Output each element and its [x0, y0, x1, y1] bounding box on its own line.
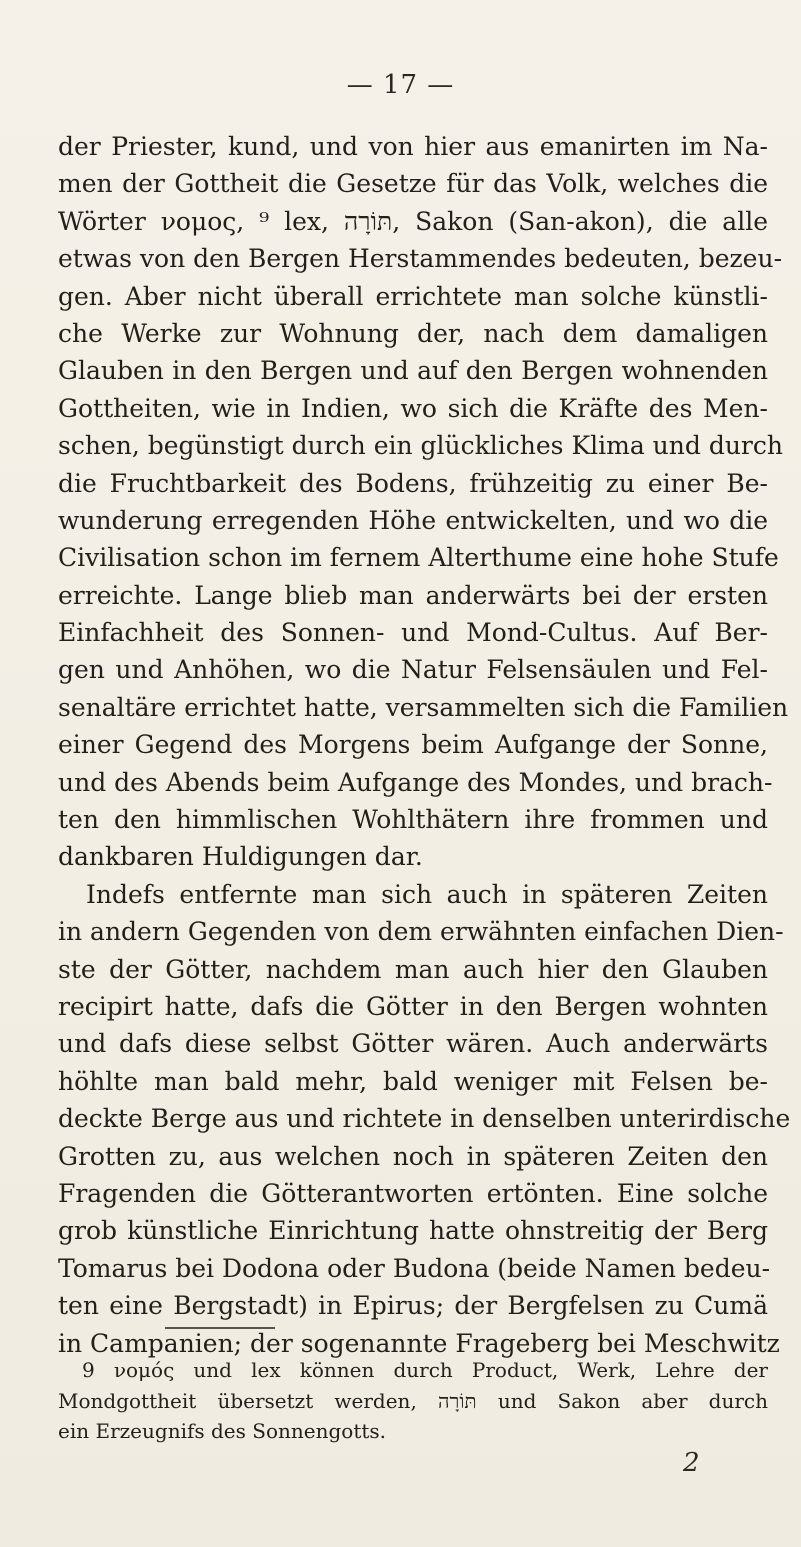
text-line: Grotten zu, aus welchen noch in späteren Zeiten den — [58, 1141, 768, 1171]
text-line: die Fruchtbarkeit des Bodens, frühzeitig zu einer Be- — [58, 468, 768, 498]
text-line: ten eine Bergstadt) in Epirus; der Bergfelsen zu Cumä — [58, 1291, 768, 1321]
text-line: einer Gegend des Morgens beim Aufgange der Sonne, — [58, 730, 768, 760]
text-line: wunderung erregenden Höhe entwickelten, und wo die — [58, 505, 768, 535]
page-number: — 17 — — [346, 70, 455, 100]
main-text — [58, 128, 791, 1362]
text-line: Civilisation schon im fernem Alterthume eine hohe Stufe — [58, 543, 779, 573]
text-line: und dafs diese selbst Götter wären. Auch anderwärts — [58, 1029, 768, 1059]
text-line: Fragenden die Götterantworten ertönten. Eine solche — [58, 1178, 768, 1208]
text-line: Glauben in den Bergen und auf den Bergen wohnenden — [58, 356, 768, 386]
footnote — [58, 1355, 768, 1447]
text-line-paragraph-end: dankbaren Huldigungen dar. — [58, 842, 423, 872]
text-line: in Campanien; der sogenannte Frageberg bei Meschwitz — [58, 1328, 780, 1358]
footnote-line: Mondgottheit übersetzt werden, תּוֹרָה und Sakon aber durch — [58, 1388, 769, 1413]
text-line: gen. Aber nicht überall errichtete man solche künstli- — [58, 281, 768, 311]
text-line: recipirt hatte, dafs die Götter in den Bergen wohnten — [58, 991, 768, 1021]
text-line: erreichte. Lange blieb man anderwärts bei der ersten — [58, 580, 768, 610]
footnote-line: ein Erzeugnifs des Sonnengotts. — [58, 1419, 387, 1443]
text-line-paragraph-start: Indefs entfernte man sich auch in späteren Zeiten — [86, 879, 768, 909]
text-line: Einfachheit des Sonnen- und Mond-Cultus. Auf Ber- — [58, 618, 768, 648]
text-line: Gottheiten, wie in Indien, wo sich die Kräfte des Men- — [58, 393, 768, 423]
text-line: senaltäre errichtet hatte, versammelten sich die Familien — [58, 692, 789, 722]
text-line: Tomarus bei Dodona oder Budona (beide Namen bedeu- — [58, 1253, 771, 1283]
text-line: schen, begünstigt durch ein glückliches Klima und durch — [58, 431, 783, 461]
text-line: Wörter νομος, ⁹ lex, תּוֹרָה, Sakon (San-akon), die alle — [58, 206, 769, 236]
footnote-line: 9 νομός und lex können durch Product, Werk, Lehre der — [82, 1358, 768, 1382]
footnote-divider — [165, 1327, 275, 1329]
text-line: gen und Anhöhen, wo die Natur Felsensäulen und Fel- — [58, 655, 768, 685]
text-line: ste der Götter, nachdem man auch hier den Glauben — [58, 954, 768, 984]
text-line: che Werke zur Wohnung der, nach dem damaligen — [58, 318, 768, 348]
text-line: höhlte man bald mehr, bald weniger mit Felsen be- — [58, 1066, 768, 1096]
text-line: und des Abends beim Aufgange des Mondes, und brach- — [58, 767, 773, 797]
text-line: etwas von den Bergen Herstammendes bedeuten, bezeu- — [58, 244, 783, 274]
text-line: grob künstliche Einrichtung hatte ohnstreitig der Berg — [58, 1216, 768, 1246]
text-line: deckte Berge aus und richtete in denselben unterirdische — [58, 1104, 791, 1134]
text-line: der Priester, kund, und von hier aus emanirten im Na- — [58, 132, 768, 161]
printer-signature-mark: 2 — [683, 1448, 700, 1478]
text-line: in andern Gegenden von dem erwähnten einfachen Dien- — [58, 917, 784, 947]
text-line: men der Gottheit die Gesetze für das Volk, welches die — [58, 169, 768, 199]
text-line: ten den himmlischen Wohlthätern ihre frommen und — [58, 805, 768, 835]
